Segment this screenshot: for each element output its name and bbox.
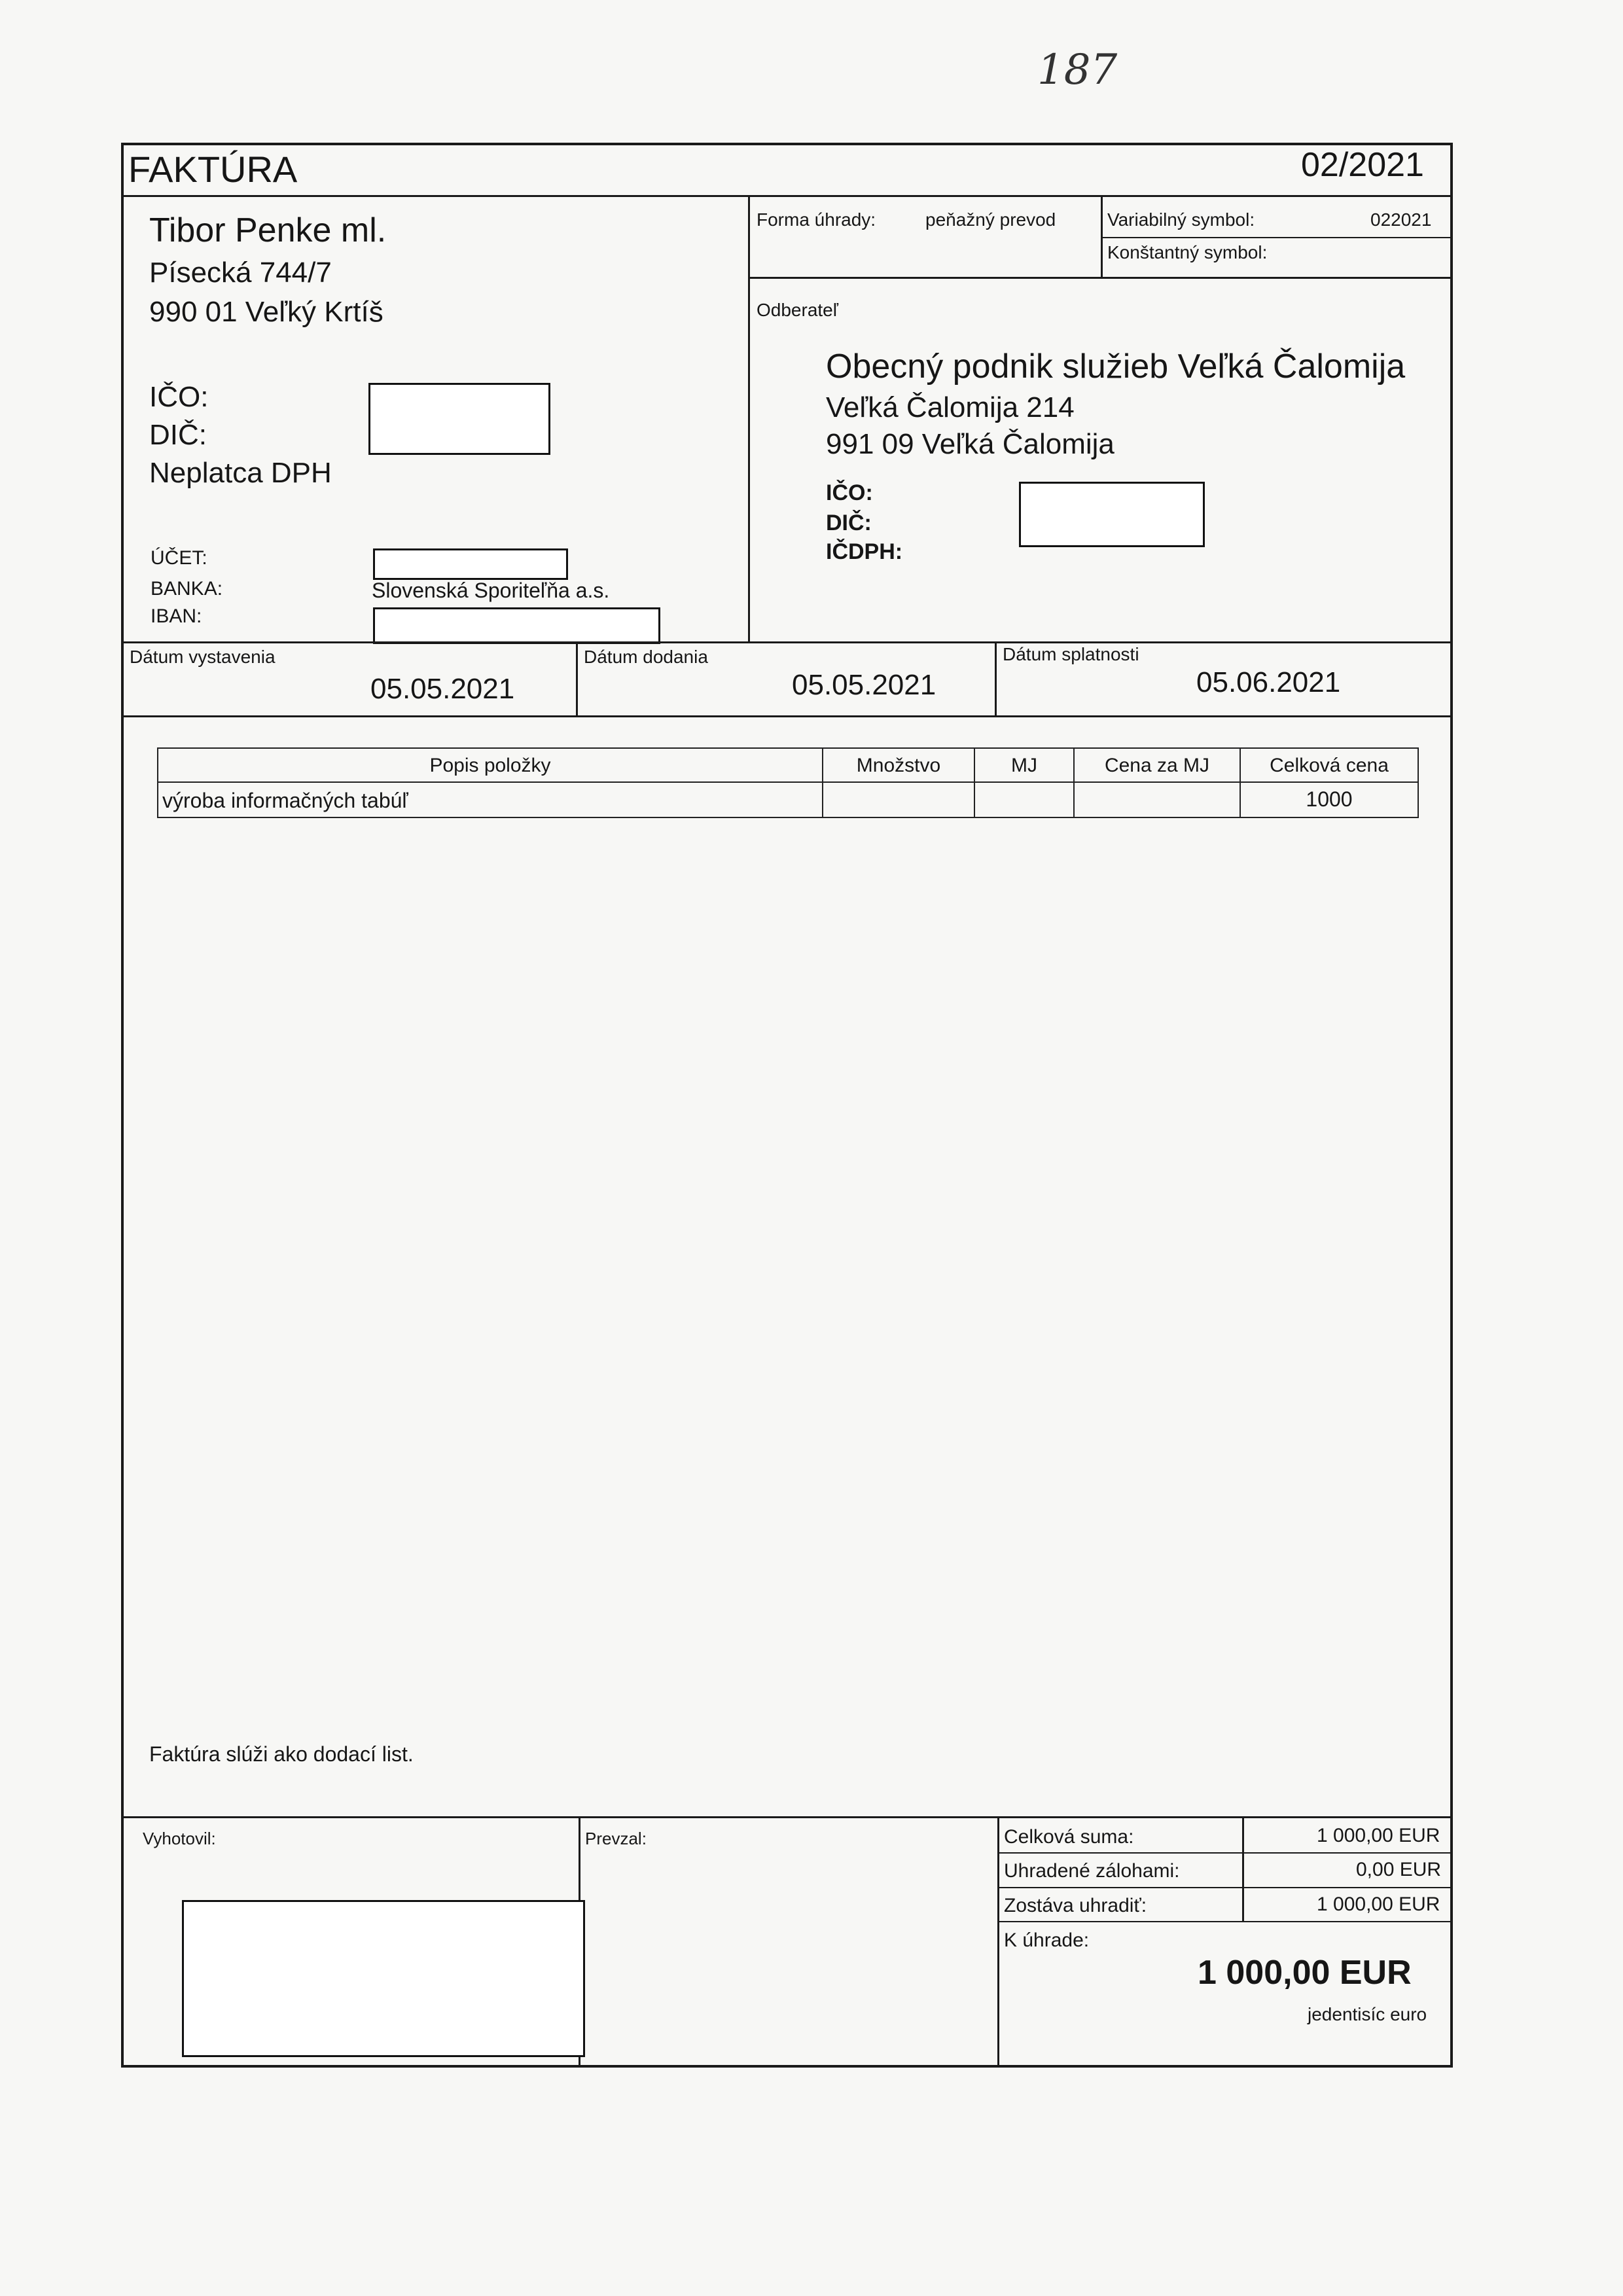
col-quantity-header: Množstvo: [822, 747, 975, 783]
payment-method-value: peňažný prevod: [925, 209, 1056, 230]
variable-symbol-value: 022021: [1370, 209, 1432, 230]
sum-row-line-3: [997, 1921, 1453, 1922]
supplier-vat-status: Neplatca DPH: [149, 457, 332, 489]
customer-city: 991 09 Veľká Čalomija: [826, 428, 1115, 460]
supplier-bank-value: Slovenská Sporiteľňa a.s.: [372, 579, 610, 602]
sum-row-line-2: [997, 1887, 1453, 1888]
prepared-by-label: Vyhotovil:: [143, 1829, 216, 1848]
due-date-label: Dátum splatnosti: [1003, 644, 1139, 664]
items-table: [157, 747, 1419, 819]
payment-underline: [748, 277, 1453, 279]
col-total-header: Celková cena: [1240, 747, 1419, 783]
total-sum-label: Celková suma:: [1004, 1826, 1134, 1848]
supplier-name: Tibor Penke ml.: [149, 211, 387, 249]
customer-street: Veľká Čalomija 214: [826, 391, 1075, 423]
to-pay-label: K úhrade:: [1004, 1929, 1090, 1951]
dates-bottom-line: [121, 715, 1453, 717]
invoice-title: FAKTÚRA: [128, 149, 298, 190]
variable-symbol-label: Variabilný symbol:: [1107, 209, 1255, 230]
received-by-label: Prevzal:: [585, 1829, 647, 1848]
supplier-iban-label: IBAN:: [151, 605, 202, 627]
col-unit-header: MJ: [974, 747, 1075, 783]
customer-name: Obecný podnik služieb Veľká Čalomija: [826, 348, 1406, 386]
supplier-bank-label: BANKA:: [151, 578, 223, 600]
payment-method-label: Forma úhrady:: [757, 209, 876, 230]
supplier-id-redaction: [368, 383, 550, 455]
row-quantity: [822, 781, 975, 818]
supplier-customer-divider: [748, 195, 750, 643]
row-unit-price: [1073, 781, 1241, 818]
sum-col-divider: [1242, 1816, 1244, 1922]
supplier-street: Písecká 744/7: [149, 257, 332, 289]
supplier-iban-redaction: [373, 607, 660, 644]
customer-id-redaction: [1019, 482, 1205, 547]
customer-dic-label: DIČ:: [826, 511, 872, 535]
frame-bottom: [121, 2065, 1453, 2068]
issued-date-label: Dátum vystavenia: [130, 647, 276, 667]
delivery-date-value: 05.05.2021: [792, 669, 936, 701]
col-unit-price-header: Cena za MJ: [1073, 747, 1241, 783]
total-sum-value: 1 000,00 EUR: [1317, 1825, 1440, 1846]
frame-top: [121, 143, 1453, 145]
title-underline: [121, 195, 1453, 197]
customer-ico-label: IČO:: [826, 480, 873, 505]
dates-divider-2: [995, 641, 997, 717]
footer-divider-2: [997, 1816, 999, 2066]
issued-date-value: 05.05.2021: [370, 673, 515, 705]
customer-icdph-label: IČDPH:: [826, 539, 903, 564]
row-total: 1000: [1240, 781, 1419, 818]
signature-redaction: [182, 1900, 585, 2057]
remaining-value: 1 000,00 EUR: [1317, 1893, 1440, 1915]
supplier-dic-label: DIČ:: [149, 419, 207, 451]
customer-section-label: Odberateľ: [757, 300, 838, 320]
handwritten-page-number: 187: [1037, 46, 1118, 94]
supplier-city: 990 01 Veľký Krtíš: [149, 296, 383, 328]
footer-top-line: [121, 1816, 1453, 1818]
supplier-account-label: ÚČET:: [151, 547, 207, 569]
remaining-label: Zostáva uhradiť:: [1004, 1895, 1147, 1916]
invoice-note: Faktúra slúži ako dodací list.: [149, 1742, 414, 1766]
row-description: výroba informačných tabúľ: [157, 781, 823, 818]
frame-left: [121, 143, 124, 2067]
row-unit: [974, 781, 1075, 818]
sum-row-line-1: [997, 1852, 1453, 1854]
to-pay-value: 1 000,00 EUR: [1198, 1954, 1412, 1992]
advance-label: Uhradené zálohami:: [1004, 1860, 1180, 1882]
supplier-ico-label: IČO:: [149, 381, 209, 413]
frame-right: [1450, 143, 1453, 2067]
dates-top-line: [121, 641, 1453, 643]
due-date-value: 05.06.2021: [1196, 666, 1341, 698]
constant-symbol-label: Konštantný symbol:: [1107, 242, 1268, 262]
col-description-header: Popis položky: [157, 747, 823, 783]
supplier-account-redaction: [373, 548, 568, 580]
delivery-date-label: Dátum dodania: [584, 647, 708, 667]
dates-divider-1: [576, 641, 578, 717]
invoice-number: 02/2021: [1301, 146, 1424, 184]
advance-value: 0,00 EUR: [1356, 1859, 1442, 1880]
symbol-row-divider: [1102, 237, 1452, 238]
to-pay-words: jedentisíc euro: [1308, 2004, 1427, 2024]
